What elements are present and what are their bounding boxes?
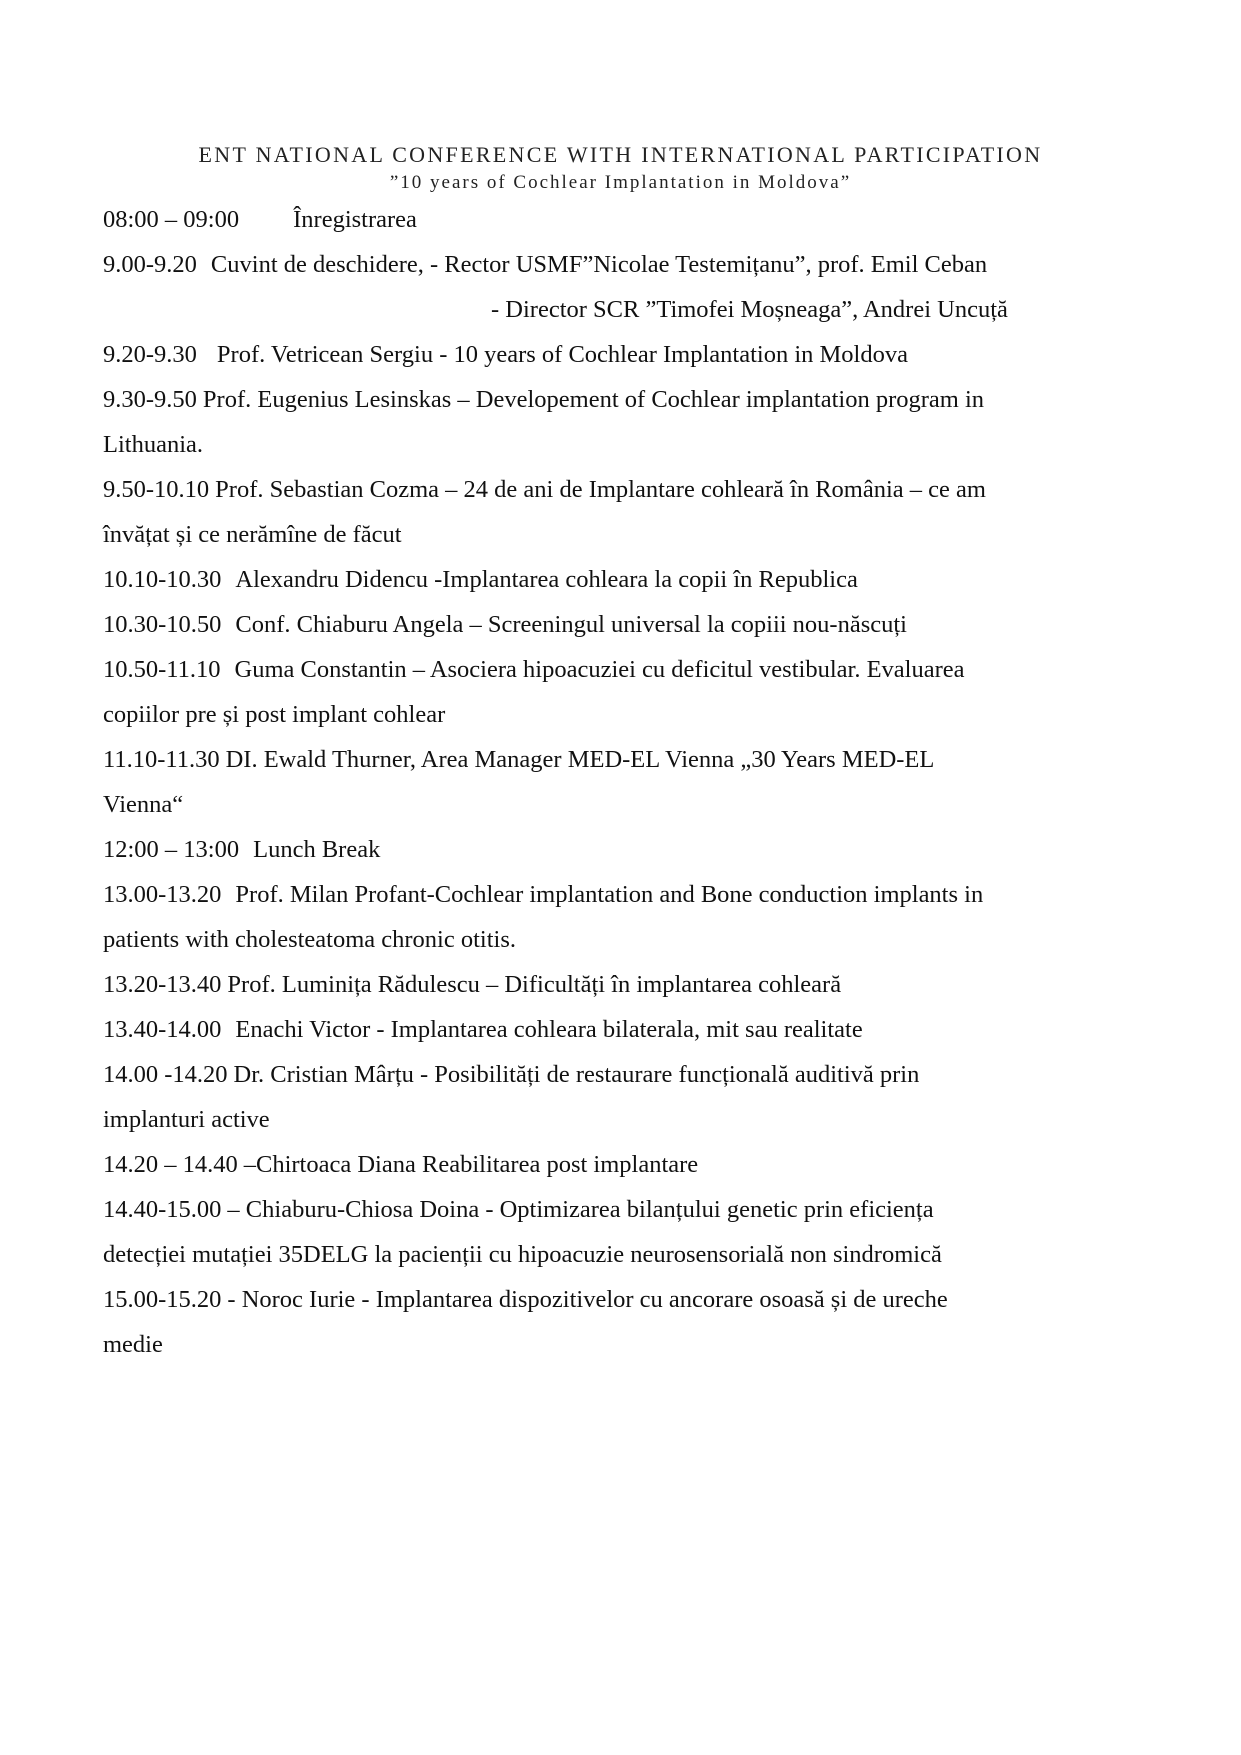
line-time: 12:00 – 13:00 — [103, 836, 240, 863]
line-text: Guma Constantin – Asociera hipoacuziei cu deficitul vestibular. Evaluarea — [234, 656, 965, 683]
line-text: Vienna“ — [103, 791, 184, 818]
conference-title: ENT NATIONAL CONFERENCE WITH INTERNATIONAL PARTICIPATION — [198, 142, 1043, 167]
line-text: Lithuania. — [103, 431, 204, 458]
program-line-continuation — [103, 700, 445, 730]
line-text: învățat și ce nerămîne de făcut — [103, 521, 402, 548]
program-line-continuation — [491, 295, 1008, 325]
line-time: 14.20 – 14.40 — [103, 1151, 238, 1178]
line-time: 9.00-9.20 — [103, 251, 197, 278]
program-line-continuation — [103, 1105, 270, 1135]
conference-subtitle: ”10 years of Cochlear Implantation in Moldova” — [389, 172, 852, 193]
program-line — [103, 655, 965, 685]
line-time: 08:00 – 09:00 — [103, 206, 240, 233]
line-text: Înregistrarea — [293, 206, 417, 233]
line-text: Prof. Sebastian Cozma – 24 de ani de Implantare cohleară în România – ce am — [215, 476, 986, 503]
line-text: Prof. Vetricean Sergiu - 10 years of Cochlear Implantation in Moldova — [216, 341, 908, 368]
line-time: 15.00-15.20 — [103, 1286, 222, 1313]
line-text: –Chirtoaca Diana Reabilitarea post implantare — [243, 1151, 699, 1178]
line-text: patients with cholesteatoma chronic otitis. — [103, 926, 516, 953]
program-line — [103, 340, 908, 370]
line-time: 10.30-10.50 — [103, 611, 222, 638]
line-time: 9.30-9.50 — [103, 386, 197, 413]
program-line — [103, 970, 841, 1000]
program-line-lunch — [103, 835, 380, 865]
line-time: 13.20-13.40 — [103, 971, 222, 998]
line-text: Conf. Chiaburu Angela – Screeningul universal la copiii nou-născuți — [235, 611, 907, 638]
program-line — [103, 565, 858, 595]
line-time: 14.00 -14.20 — [103, 1061, 228, 1088]
line-text: Prof. Milan Profant-Cochlear implantation and Bone conduction implants in — [235, 881, 984, 908]
line-text: - Noroc Iurie - Implantarea dispozitivelor cu ancorare osoasă și de ureche — [227, 1286, 948, 1313]
program-line-continuation — [103, 520, 402, 550]
line-text: DI. Ewald Thurner, Area Manager MED-EL Vienna „30 Years MED-EL — [225, 746, 935, 773]
program-line — [103, 1015, 863, 1045]
line-time: 10.50-11.10 — [103, 656, 221, 683]
program-line — [103, 1195, 934, 1225]
line-time: 9.50-10.10 — [103, 476, 210, 503]
line-time: 10.10-10.30 — [103, 566, 222, 593]
program-line — [103, 745, 934, 775]
line-text: medie — [103, 1331, 163, 1358]
line-text: - Director SCR ”Timofei Moșneaga”, Andrei Uncuță — [491, 296, 1008, 323]
line-text: – Chiaburu-Chiosa Doina - Optimizarea bilanțului genetic prin eficiența — [227, 1196, 934, 1223]
program-line — [103, 1150, 698, 1180]
program-line — [103, 880, 983, 910]
line-time: 11.10-11.30 — [103, 746, 220, 773]
line-text: Cuvint de deschidere, - Rector USMF”Nicolae Testemițanu”, prof. Emil Ceban — [210, 251, 988, 278]
line-text: Lunch Break — [253, 836, 381, 863]
program-line — [103, 1060, 919, 1090]
program-line — [103, 385, 984, 415]
program-line — [103, 250, 987, 280]
line-text: implanturi active — [103, 1106, 270, 1133]
line-text: copiilor pre și post implant cohlear — [103, 701, 446, 728]
program-line-continuation — [103, 925, 516, 955]
line-text: Enachi Victor - Implantarea cohleara bilaterala, mit sau realitate — [235, 1016, 863, 1043]
line-text: Prof. Luminița Rădulescu – Dificultăți în implantarea cohleară — [227, 971, 842, 998]
line-text: Alexandru Didencu -Implantarea cohleara la copii în Republica — [235, 566, 858, 593]
program-line-continuation — [103, 430, 203, 460]
line-time: 9.20-9.30 — [103, 341, 197, 368]
program-line — [103, 475, 986, 505]
line-text: Dr. Cristian Mârțu - Posibilități de restaurare funcțională auditivă prin — [233, 1061, 920, 1088]
line-time: 14.40-15.00 — [103, 1196, 222, 1223]
program-line — [103, 610, 907, 640]
program-line-continuation — [103, 1240, 942, 1270]
line-text: Prof. Eugenius Lesinskas – Developement of Cochlear implantation program in — [202, 386, 985, 413]
line-time: 13.00-13.20 — [103, 881, 222, 908]
program-line-continuation — [103, 790, 183, 820]
line-time: 13.40-14.00 — [103, 1016, 222, 1043]
program-line — [103, 1285, 948, 1315]
line-text: detecției mutației 35DELG la pacienții cu hipoacuzie neurosensorială non sindromică — [103, 1241, 942, 1268]
program-line-continuation — [103, 1330, 163, 1360]
program-line — [103, 205, 417, 235]
